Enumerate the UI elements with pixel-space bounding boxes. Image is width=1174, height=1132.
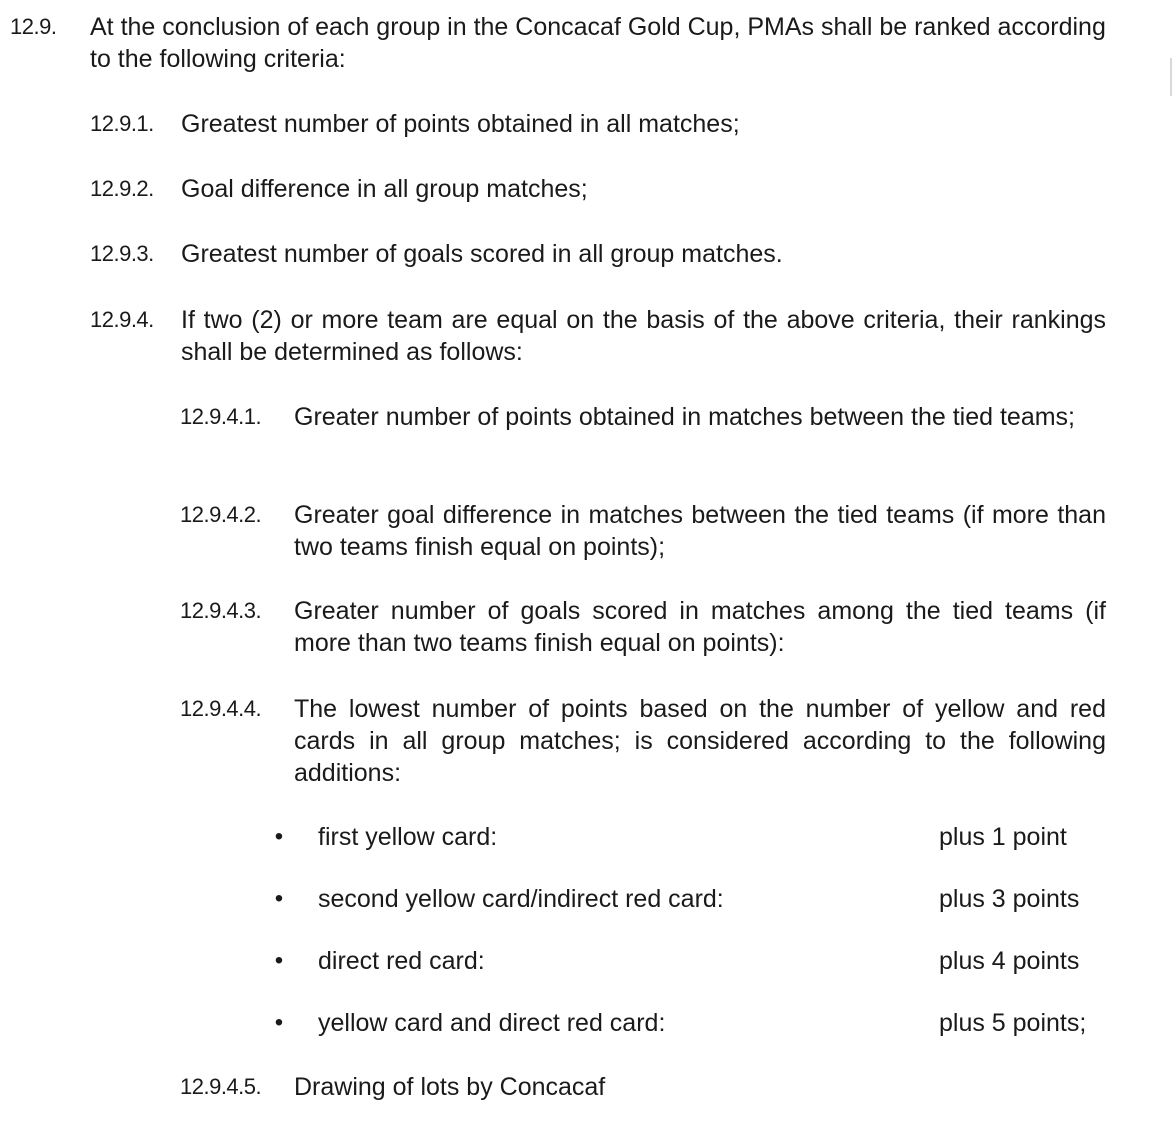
bullet-icon: • bbox=[274, 823, 284, 850]
card-points-value: plus 4 points bbox=[939, 947, 1080, 975]
tiebreaker-number: 12.9.4.5. bbox=[180, 1074, 262, 1099]
page-edge-divider bbox=[1170, 58, 1172, 96]
tiebreaker-12-9-4-1 bbox=[180, 401, 1106, 433]
criterion-number: 12.9.4. bbox=[90, 307, 154, 332]
card-type-label: yellow card and direct red card: bbox=[318, 1009, 666, 1037]
section-12-9 bbox=[10, 11, 1106, 75]
card-points-value: plus 3 points bbox=[939, 885, 1080, 913]
criterion-12-9-4 bbox=[90, 304, 1106, 368]
criterion-12-9-1 bbox=[90, 108, 1106, 140]
tiebreaker-number: 12.9.4.2. bbox=[180, 502, 262, 527]
card-type-label: second yellow card/indirect red card: bbox=[318, 885, 724, 913]
tiebreaker-12-9-4-5 bbox=[180, 1071, 1106, 1103]
section-text: At the conclusion of each group in the Concacaf Gold Cup, PMAs shall be ranked according to the following criteria: bbox=[90, 13, 1106, 73]
criterion-text: If two (2) or more team are equal on the basis of the above criteria, their rankings shall be determined as follows: bbox=[181, 306, 1106, 366]
bullet-icon: • bbox=[274, 1009, 284, 1036]
card-type-label: first yellow card: bbox=[318, 823, 498, 851]
card-points-item bbox=[270, 883, 1120, 915]
tiebreaker-12-9-4-4 bbox=[180, 693, 1106, 789]
card-points-item bbox=[270, 1007, 1120, 1039]
card-points-item bbox=[270, 821, 1120, 853]
card-points-value: plus 5 points; bbox=[939, 1009, 1087, 1037]
criterion-text: Goal difference in all group matches; bbox=[181, 175, 588, 203]
tiebreaker-12-9-4-2 bbox=[180, 499, 1106, 563]
card-points-value: plus 1 point bbox=[939, 823, 1067, 851]
tiebreaker-text: The lowest number of points based on the number of yellow and red cards in all group matches; is considered according to the following additions: bbox=[294, 695, 1106, 787]
criterion-12-9-3 bbox=[90, 238, 1106, 270]
section-number: 12.9. bbox=[10, 14, 57, 39]
tiebreaker-text: Greater number of goals scored in matches among the tied teams (if more than two teams finish equal on points): bbox=[294, 597, 1106, 657]
criterion-12-9-2 bbox=[90, 173, 1106, 205]
bullet-icon: • bbox=[274, 947, 284, 974]
tiebreaker-number: 12.9.4.3. bbox=[180, 598, 262, 623]
tiebreaker-text: Greater goal difference in matches between the tied teams (if more than two teams finish equal on points); bbox=[294, 501, 1106, 561]
tiebreaker-number: 12.9.4.1. bbox=[180, 404, 262, 429]
criterion-number: 12.9.1. bbox=[90, 111, 154, 136]
criterion-text: Greatest number of goals scored in all group matches. bbox=[181, 240, 783, 268]
criterion-number: 12.9.3. bbox=[90, 241, 154, 266]
tiebreaker-12-9-4-3 bbox=[180, 595, 1106, 659]
criterion-number: 12.9.2. bbox=[90, 176, 154, 201]
tiebreaker-text: Greater number of points obtained in matches between the tied teams; bbox=[294, 403, 1076, 431]
tiebreaker-number: 12.9.4.4. bbox=[180, 696, 262, 721]
bullet-icon: • bbox=[274, 885, 284, 912]
criterion-text: Greatest number of points obtained in all matches; bbox=[181, 110, 740, 138]
card-type-label: direct red card: bbox=[318, 947, 485, 975]
card-points-item bbox=[270, 945, 1120, 977]
tiebreaker-text: Drawing of lots by Concacaf bbox=[294, 1073, 606, 1101]
